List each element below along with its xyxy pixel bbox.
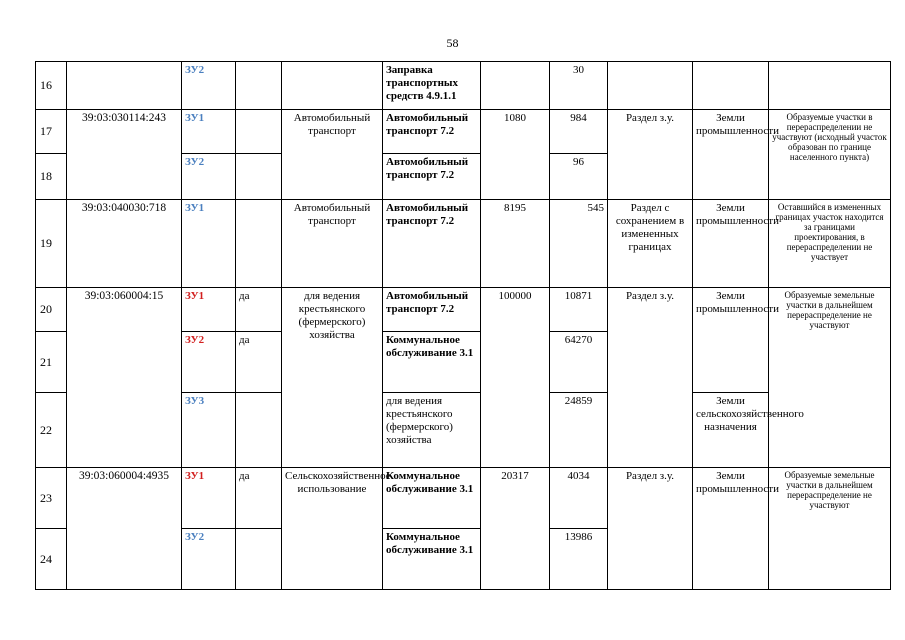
plot-area: 4034 bbox=[550, 468, 608, 529]
land-category: Земли промышленности bbox=[693, 200, 769, 288]
land-category: Земли промышленности bbox=[693, 288, 769, 393]
plot-code: ЗУ2 bbox=[182, 332, 236, 393]
table-row bbox=[36, 200, 891, 288]
note: Образуемые земельные участки в дальнейшем перераспределение не участвуют bbox=[769, 468, 891, 590]
cadastral-number: 39:03:060004:4935 bbox=[67, 468, 182, 590]
note: Образуемые участки в перераспределении не участвуют (исходный участок образован по границе населенного пункта) bbox=[769, 110, 891, 200]
note: Оставшийся в измененных границах участок находится за границами проектирования, в перераспределении не участвует bbox=[769, 200, 891, 288]
cadastral-number: 39:03:060004:15 bbox=[67, 288, 182, 468]
new-use: Автомобильный транспорт 7.2 bbox=[383, 200, 481, 288]
new-use: Автомобильный транспорт 7.2 bbox=[383, 110, 481, 154]
plot-area: 64270 bbox=[550, 332, 608, 393]
total-area-cell bbox=[481, 62, 550, 110]
formation-method: Раздел з.у. bbox=[608, 110, 693, 200]
plot-area: 30 bbox=[550, 62, 608, 110]
flag-cell bbox=[236, 62, 282, 110]
row-number: 17 bbox=[36, 110, 67, 154]
cadastral-number: 39:03:030114:243 bbox=[67, 110, 182, 200]
old-use: Сельскохозяйственное использование bbox=[282, 468, 383, 590]
method-cell bbox=[608, 62, 693, 110]
land-category: Земли промышленности bbox=[693, 110, 769, 200]
flag-cell bbox=[236, 154, 282, 200]
land-category: Земли сельскохозяйственного назначения bbox=[693, 393, 769, 468]
row-number: 22 bbox=[36, 393, 67, 468]
plot-area: 10871 bbox=[550, 288, 608, 332]
old-use: Автомобильный транспорт bbox=[282, 110, 383, 200]
table-row bbox=[36, 62, 891, 110]
plot-area: 24859 bbox=[550, 393, 608, 468]
flag-cell bbox=[236, 529, 282, 590]
plot-code: ЗУ1 bbox=[182, 200, 236, 288]
new-use: Коммунальное обслуживание 3.1 bbox=[383, 332, 481, 393]
formation-method: Раздел з.у. bbox=[608, 468, 693, 590]
total-area: 100000 bbox=[481, 288, 550, 468]
plot-code: ЗУ3 bbox=[182, 393, 236, 468]
row-number: 20 bbox=[36, 288, 67, 332]
new-use: Заправка транспортных средств 4.9.1.1 bbox=[383, 62, 481, 110]
plot-area: 545 bbox=[550, 200, 608, 288]
plot-code: ЗУ1 bbox=[182, 468, 236, 529]
row-number: 24 bbox=[36, 529, 67, 590]
table-row bbox=[36, 288, 891, 332]
flag: да bbox=[236, 468, 282, 529]
row-number: 16 bbox=[36, 62, 67, 110]
flag-cell bbox=[236, 110, 282, 154]
new-use: для ведения крестьянского (фермерского) хозяйства bbox=[383, 393, 481, 468]
formation-method: Раздел з.у. bbox=[608, 288, 693, 468]
formation-method: Раздел с сохранением в измененных границах bbox=[608, 200, 693, 288]
old-use: для ведения крестьянского (фермерского) хозяйства bbox=[282, 288, 383, 468]
plot-code: ЗУ1 bbox=[182, 288, 236, 332]
flag-cell bbox=[236, 393, 282, 468]
flag-cell bbox=[236, 200, 282, 288]
total-area: 20317 bbox=[481, 468, 550, 590]
row-number: 19 bbox=[36, 200, 67, 288]
plot-code: ЗУ2 bbox=[182, 154, 236, 200]
flag: да bbox=[236, 332, 282, 393]
row-number: 21 bbox=[36, 332, 67, 393]
row-number: 18 bbox=[36, 154, 67, 200]
new-use: Коммунальное обслуживание 3.1 bbox=[383, 529, 481, 590]
land-category: Земли промышленности bbox=[693, 468, 769, 590]
plot-area: 13986 bbox=[550, 529, 608, 590]
old-use: Автомобильный транспорт bbox=[282, 200, 383, 288]
page-number: 58 bbox=[446, 36, 459, 50]
plot-area: 96 bbox=[550, 154, 608, 200]
note-cell bbox=[769, 62, 891, 110]
plot-code: ЗУ2 bbox=[182, 529, 236, 590]
table-row bbox=[36, 468, 891, 529]
new-use: Коммунальное обслуживание 3.1 bbox=[383, 468, 481, 529]
table-row bbox=[36, 110, 891, 154]
total-area: 8195 bbox=[481, 200, 550, 288]
plot-code: ЗУ1 bbox=[182, 110, 236, 154]
land-plots-table bbox=[35, 61, 891, 590]
row-number: 23 bbox=[36, 468, 67, 529]
old-use-cell bbox=[282, 62, 383, 110]
cadastral-cell bbox=[67, 62, 182, 110]
note: Образуемые земельные участки в дальнейшем перераспределение не участвуют bbox=[769, 288, 891, 468]
plot-code: ЗУ2 bbox=[182, 62, 236, 110]
category-cell bbox=[693, 62, 769, 110]
new-use: Автомобильный транспорт 7.2 bbox=[383, 288, 481, 332]
flag: да bbox=[236, 288, 282, 332]
plot-area: 984 bbox=[550, 110, 608, 154]
cadastral-number: 39:03:040030:718 bbox=[67, 200, 182, 288]
new-use: Автомобильный транспорт 7.2 bbox=[383, 154, 481, 200]
total-area: 1080 bbox=[481, 110, 550, 200]
